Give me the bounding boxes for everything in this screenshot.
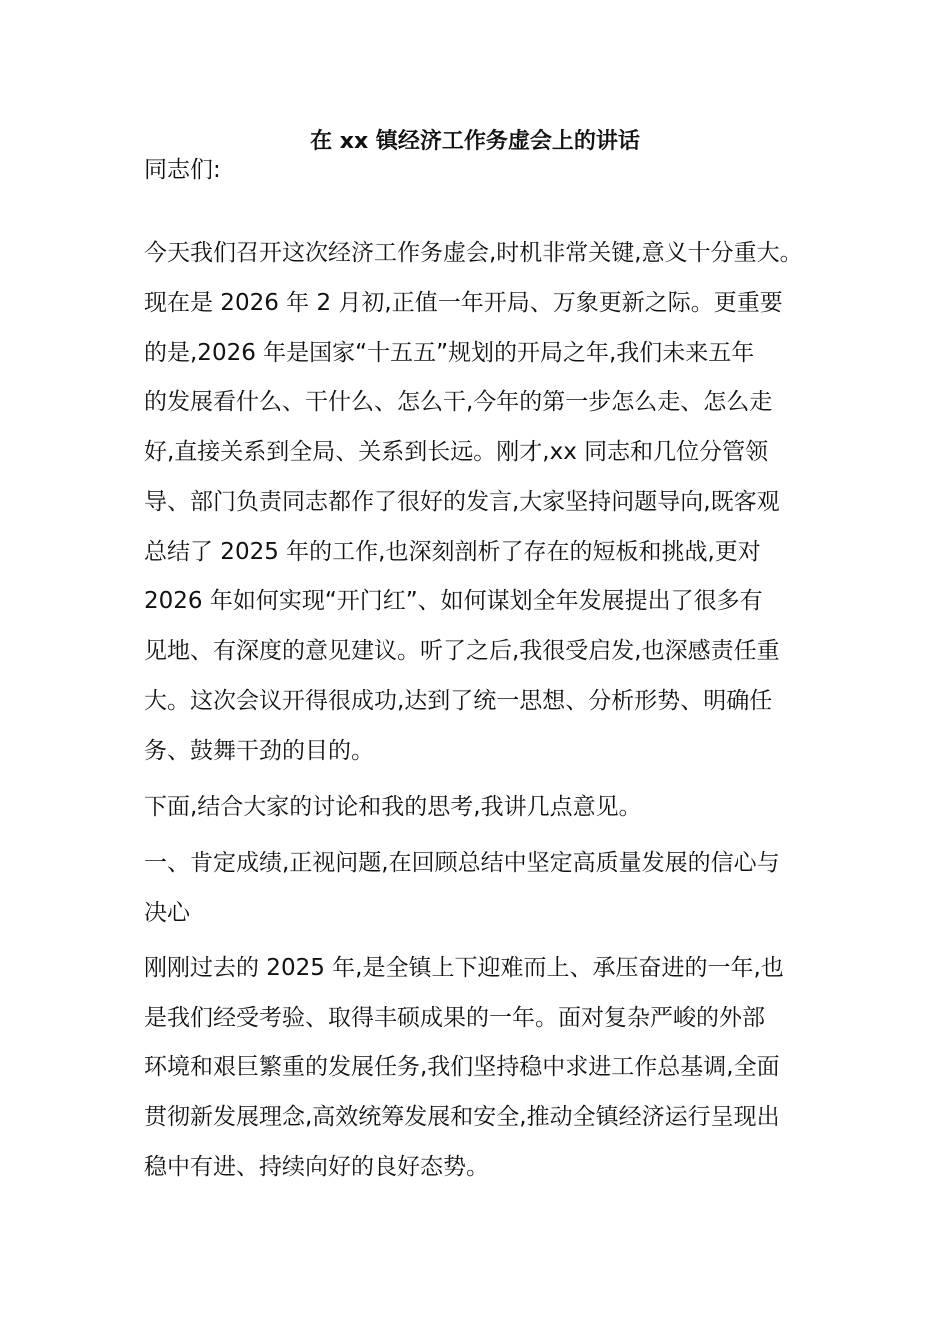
paragraph-line: 环境和艰巨繁重的发展任务,我们坚持稳中求进工作总基调,全面 [144, 1054, 780, 1080]
greeting: 同志们: [144, 157, 221, 183]
paragraph-line: 2026 年如何实现“开门红”、如何谋划全年发展提出了很多有 [144, 588, 763, 614]
paragraph-line: 现在是 2026 年 2 月初,正值一年开局、万象更新之际。更重要 [144, 290, 783, 316]
paragraph-line: 下面,结合大家的讨论和我的思考,我讲几点意见。 [144, 794, 642, 820]
paragraph-line: 好,直接关系到全局、关系到长远。刚才,xx 同志和几位分管领 [144, 439, 769, 465]
paragraph-line: 今天我们召开这次经济工作务虚会,时机非常关键,意义十分重大。 [144, 240, 803, 266]
document-title: 在 xx 镇经济工作务虚会上的讲话 [310, 129, 640, 154]
paragraph-line: 的发展看什么、干什么、怎么干,今年的第一步怎么走、怎么走 [144, 389, 773, 415]
paragraph-line: 刚刚过去的 2025 年,是全镇上下迎难而上、承压奋进的一年,也 [144, 955, 784, 981]
paragraph-line: 务、鼓舞干劲的目的。 [144, 738, 374, 764]
paragraph-line: 导、部门负责同志都作了很好的发言,大家坚持问题导向,既客观 [144, 489, 780, 515]
section-heading: 一、肯定成绩,正视问题,在回顾总结中坚定高质量发展的信心与 [144, 850, 780, 876]
paragraph-line: 贯彻新发展理念,高效统筹发展和安全,推动全镇经济运行呈现出 [144, 1104, 780, 1130]
section-heading: 决心 [144, 900, 190, 926]
paragraph-line: 的是,2026 年是国家“十五五”规划的开局之年,我们未来五年 [144, 340, 755, 366]
paragraph-line: 是我们经受考验、取得丰硕成果的一年。面对复杂严峻的外部 [144, 1005, 765, 1031]
paragraph-line: 稳中有进、持续向好的良好态势。 [144, 1154, 489, 1180]
paragraph-line: 大。这次会议开得很成功,达到了统一思想、分析形势、明确任 [144, 688, 773, 714]
paragraph-line: 见地、有深度的意见建议。听了之后,我很受启发,也深感责任重 [144, 638, 780, 664]
paragraph-line: 总结了 2025 年的工作,也深刻剖析了存在的短板和挑战,更对 [144, 539, 761, 565]
